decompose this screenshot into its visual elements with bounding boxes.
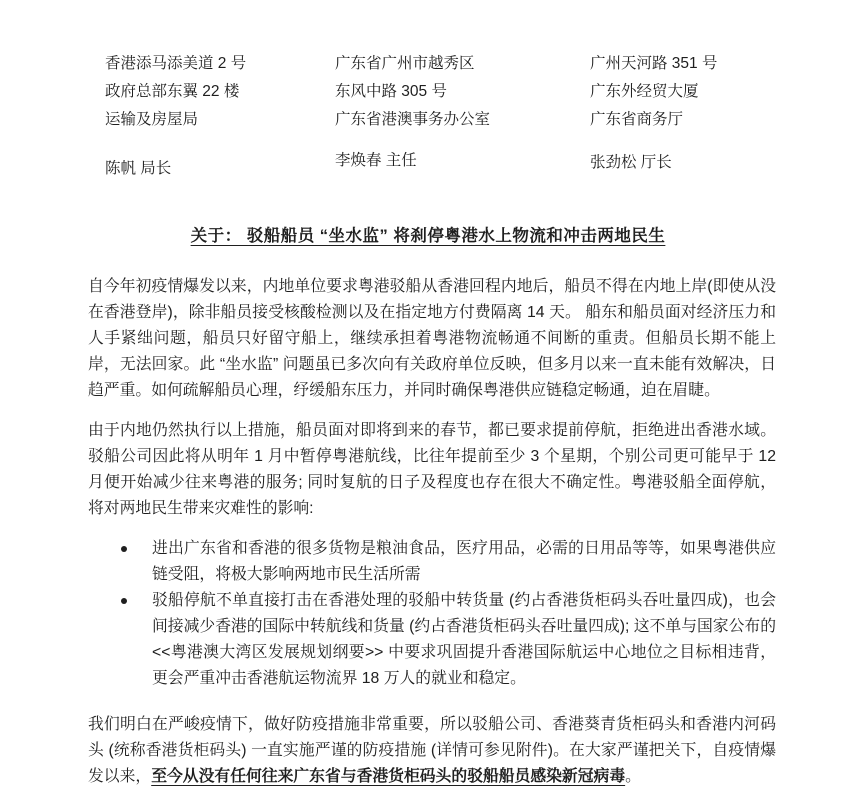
closing-paragraph [88, 712, 776, 790]
letter-title: 关于： 驳船船员 “坐水监” 将刹停粤港水上物流和冲击两地民生 [190, 227, 666, 245]
contact-name: 陈帆 局长 [105, 160, 172, 177]
address-line: 广东省港澳事务办公室 [335, 111, 491, 128]
bullet-item-transshipment: 驳船停航不单直接打击在香港处理的驳船中转货量 (约占香港货柜码头吞吐量四成)，也会间接减少香港的国际中转航线和货量 (约占香港货柜码头吞吐量四成); 这不单与国家公布的 <<粤港澳大湾区发展规划纲要>> 中要求巩固提升香港国际航运中心地位之目标相违背，更会严重冲击香港航运物流界 18 万人的就业和稳定。 [88, 588, 776, 692]
address-line: 政府总部东翼 22 楼 [105, 83, 240, 100]
address-column-gd-hkmacao-office [335, 50, 590, 178]
address-header [0, 0, 856, 178]
address-line: 广州天河路 351 号 [590, 55, 718, 72]
address-column-hk-transport [105, 50, 335, 178]
contact-name: 张劲松 厅长 [590, 154, 672, 171]
underlined-claim: 至今从没有任何往来广东省与香港货柜码头的驳船船员感染新冠病毒 [151, 768, 626, 785]
closing-lead-text: 我们明白在严峻疫情下，做好防疫措施非常重要，所以驳船公司、香港葵青货柜码头和香港内河码头 (统称香港货柜码头) 一直实施严谨的防疫措施 (详情可参见附件)。在大家严谨把关下，自疫情爆发以来， [88, 716, 776, 785]
impact-bullet-list [88, 536, 776, 692]
address-line: 广东省广州市越秀区 [335, 55, 475, 72]
address-column-gd-commerce [590, 50, 856, 178]
closing-period: 。 [625, 768, 641, 785]
address-line: 广东外经贸大厦 [590, 83, 699, 100]
letter-body [88, 274, 776, 790]
bullet-item-supply-chain: 进出广东省和香港的很多货物是粮油食品，医疗用品，必需的日用品等等，如果粤港供应链受阻，将极大影响两地市民生活所需 [88, 536, 776, 588]
address-line: 东风中路 305 号 [335, 83, 447, 100]
address-line: 广东省商务厅 [590, 111, 684, 128]
paragraph-covid-background: 自今年初疫情爆发以来，内地单位要求粤港驳船从香港回程内地后，船员不得在内地上岸(即使从没在香港登岸)，除非船员接受核酸检测以及在指定地方付费隔离 14 天。 船东和船员面对经济压力和人手紧绌问题，船员只好留守船上，继续承担着粤港物流畅通不间断的重责。但船员长期不能上岸，无法回家。此 “坐水监” 问题虽已多次向有关政府单位反映，但多月以来一直未能有效解决，日趋严重。如何疏解船员心理，纾缓船东压力，并同时确保粤港供应链稳定畅通，迫在眉睫。 [88, 278, 776, 399]
paragraph-suspension-warning: 由于内地仍然执行以上措施，船员面对即将到来的春节，都已要求提前停航，拒绝进出香港水域。驳船公司因此将从明年 1 月中暂停粤港航线，比往年提前至少 3 个星期，个别公司更可能早于 12 月便开始减少往来粤港的服务; 同时复航的日子及程度也存在很大不确定性。粤港驳船全面停航，将对两地民生带来灾难性的影响: [88, 422, 776, 517]
contact-name: 李焕春 主任 [335, 152, 417, 169]
address-line: 香港添马添美道 2 号 [105, 55, 247, 72]
address-line: 运输及房屋局 [105, 111, 199, 128]
